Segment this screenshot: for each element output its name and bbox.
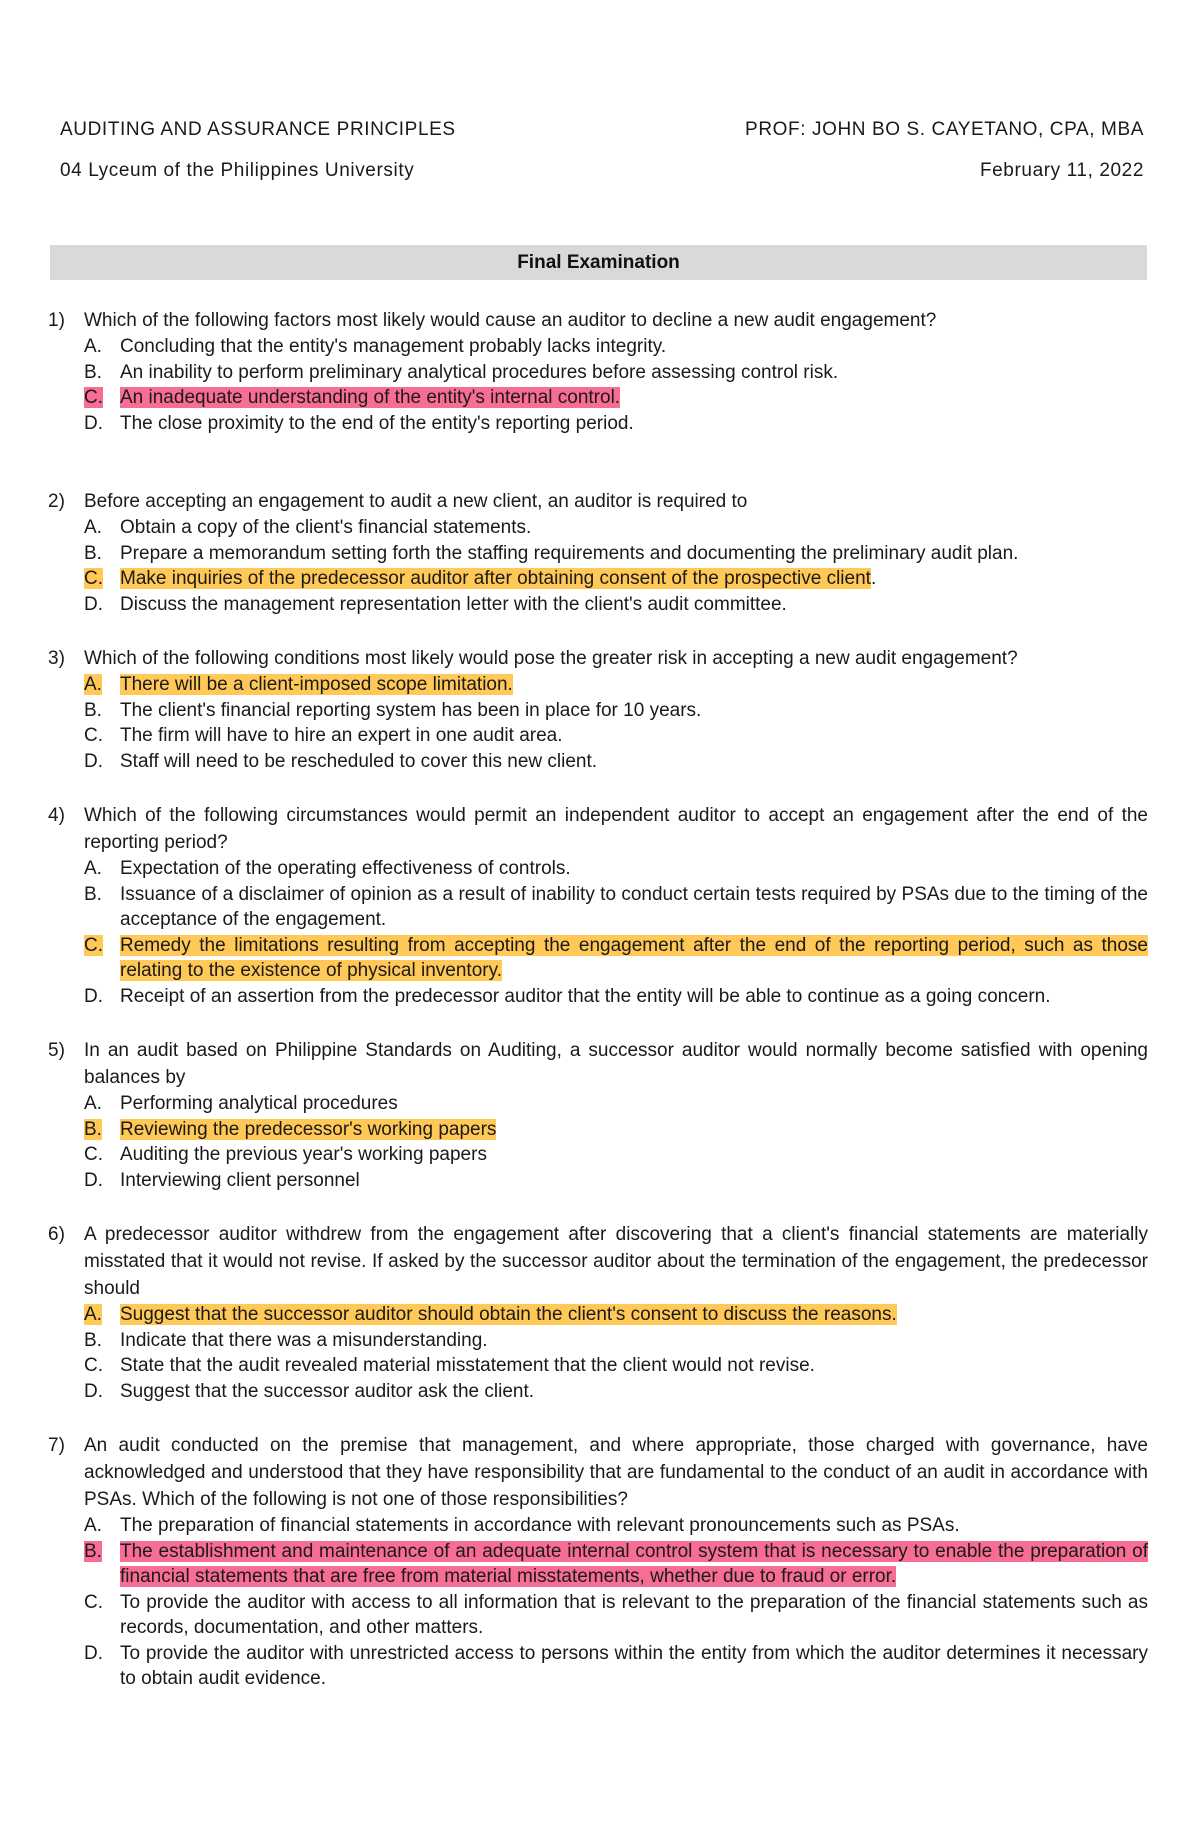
choice-b (48, 1328, 1148, 1354)
choice-text: The firm will have to hire an expert in one audit area. (120, 725, 563, 746)
choice-letter: D. (84, 985, 103, 1007)
choice-letter: D. (84, 1380, 103, 1402)
question-6 (48, 1221, 1148, 1404)
choice-letter: D. (84, 1169, 103, 1191)
choice-b (48, 698, 1148, 724)
question-number: 7) (48, 1435, 65, 1456)
choice-letter: D. (84, 593, 103, 615)
choice-letter: A. (84, 674, 102, 695)
choice-letter: C. (84, 934, 103, 956)
choice-text: Receipt of an assertion from the predecessor auditor that the entity will be able to continue as a going concern. (120, 985, 1051, 1007)
choice-text: Expectation of the operating effectiveness of controls. (120, 858, 571, 879)
choice-text: Suggest that the successor auditor should obtain the client's consent to discuss the reasons. (120, 1304, 897, 1325)
choice-letter: B. (84, 361, 102, 383)
choice-d (48, 1641, 1148, 1692)
choice-d (48, 984, 1148, 1010)
choice-b-highlighted-answer (48, 1539, 1148, 1590)
choice-b (48, 541, 1148, 567)
choice-letter: A. (84, 1304, 102, 1325)
question-4 (48, 802, 1148, 1009)
choice-c (48, 1590, 1148, 1641)
course-title: AUDITING AND ASSURANCE PRINCIPLES (60, 119, 456, 140)
question-2 (48, 488, 1148, 617)
question-text: Which of the following conditions most likely would pose the greater risk in accepting a new audit engagement? (84, 648, 1018, 669)
choice-d (48, 749, 1148, 775)
question-number: 3) (48, 648, 65, 669)
choice-letter: C. (84, 1355, 103, 1376)
choice-letter: A. (84, 858, 102, 879)
choice-c (48, 1142, 1148, 1168)
choice-text: Issuance of a disclaimer of opinion as a result of inability to conduct certain tests required by PSAs due to the timing of the acceptance of the engagement. (120, 883, 1148, 930)
choice-text: The establishment and maintenance of an adequate internal control system that is necessary to enable the preparation of financial statements that are free from material misstatements, whether due to fraud or error. (120, 1540, 1148, 1587)
choice-text: Prepare a memorandum setting forth the staffing requirements and documenting the preliminary audit plan. (120, 542, 1019, 564)
choice-letter: B. (84, 699, 102, 721)
choice-b-highlighted-answer (48, 1117, 1148, 1143)
choice-text: The client's financial reporting system has been in place for 10 years. (120, 699, 702, 721)
choice-text: Make inquiries of the predecessor auditor after obtaining consent of the prospective client (120, 568, 871, 589)
question-7 (48, 1432, 1148, 1692)
choice-text: An inadequate understanding of the entity's internal control. (120, 387, 621, 408)
choice-text: To provide the auditor with unrestricted access to persons within the entity from which the auditor determines it necessary to obtain audit evidence. (120, 1642, 1148, 1689)
choice-a-highlighted-answer (48, 672, 1148, 698)
choice-letter: A. (84, 336, 102, 357)
choice-text: Concluding that the entity's management probably lacks integrity. (120, 336, 667, 357)
choice-letter: A. (84, 1093, 102, 1114)
question-3 (48, 645, 1148, 774)
choice-letter: A. (84, 517, 102, 538)
choice-a (48, 1513, 1148, 1539)
question-number: 1) (48, 310, 65, 331)
choice-text: Performing analytical procedures (120, 1093, 398, 1114)
question-text: A predecessor auditor withdrew from the engagement after discovering that a client's financial statements are materially misstated that it would not revise. If asked by the successor auditor about the termination of the engagement, the predecessor should (84, 1224, 1148, 1299)
question-number: 5) (48, 1040, 65, 1061)
choice-letter: A. (84, 1515, 102, 1536)
choice-d (48, 1168, 1148, 1194)
choice-letter: C. (84, 387, 103, 408)
school-name: 04 Lyceum of the Philippines University (60, 160, 415, 181)
choice-d (48, 592, 1148, 618)
choice-a (48, 1091, 1148, 1117)
choice-c-highlighted-answer (48, 933, 1148, 984)
question-number: 2) (48, 491, 65, 512)
choice-letter: B. (84, 883, 102, 905)
choice-letter: D. (84, 1642, 103, 1664)
choice-c (48, 723, 1148, 749)
choice-text: Staff will need to be rescheduled to cover this new client. (120, 750, 598, 772)
choice-text: Discuss the management representation letter with the client's audit committee. (120, 593, 787, 615)
choice-text: Remedy the limitations resulting from accepting the engagement after the end of the reporting period, such as those relating to the existence of physical inventory. (120, 934, 1148, 981)
choice-suffix: . (870, 568, 877, 589)
choice-text: To provide the auditor with access to all information that is relevant to the preparation of the financial statements such as records, documentation, and other matters. (120, 1591, 1148, 1638)
choice-text: Auditing the previous year's working papers (120, 1144, 487, 1165)
choice-letter: D. (84, 412, 103, 434)
professor-name: PROF: JOHN BO S. CAYETANO, CPA, MBA (745, 119, 1144, 140)
question-5 (48, 1037, 1148, 1193)
choice-text: Indicate that there was a misunderstanding. (120, 1329, 488, 1351)
exam-title: Final Examination (50, 245, 1147, 280)
choice-a (48, 334, 1148, 360)
choice-letter: C. (84, 568, 103, 589)
choice-a (48, 515, 1148, 541)
exam-date: February 11, 2022 (979, 160, 1144, 181)
question-number: 4) (48, 805, 65, 826)
choice-d (48, 411, 1148, 437)
question-text: Which of the following factors most likely would cause an auditor to decline a new audit engagement? (84, 310, 937, 331)
question-number: 6) (48, 1224, 65, 1245)
choice-text: Interviewing client personnel (120, 1169, 360, 1191)
choice-letter: B. (84, 1118, 102, 1140)
choice-text: Obtain a copy of the client's financial statements. (120, 517, 532, 538)
choice-c-highlighted-answer (48, 385, 1148, 411)
choice-text: Reviewing the predecessor's working papers (120, 1118, 497, 1140)
choice-letter: B. (84, 1540, 102, 1562)
choice-text: The preparation of financial statements in accordance with relevant pronouncements such as PSAs. (120, 1515, 960, 1536)
choice-text: State that the audit revealed material misstatement that the client would not revise. (120, 1355, 815, 1376)
choice-letter: C. (84, 725, 103, 746)
question-text: In an audit based on Philippine Standards on Auditing, a successor auditor would normally become satisfied with opening balances by (84, 1040, 1148, 1088)
choice-c (48, 1353, 1148, 1379)
choice-text: The close proximity to the end of the entity's reporting period. (120, 412, 634, 434)
choice-letter: C. (84, 1591, 103, 1613)
choice-text: Suggest that the successor auditor ask the client. (120, 1380, 535, 1402)
choice-a-highlighted-answer (48, 1302, 1148, 1328)
question-text: Before accepting an engagement to audit a new client, an auditor is required to (84, 491, 748, 512)
choice-letter: C. (84, 1144, 103, 1165)
question-text: Which of the following circumstances would permit an independent auditor to accept an engagement after the end of the reporting period? (84, 805, 1148, 853)
choice-a (48, 856, 1148, 882)
question-text: An audit conducted on the premise that management, and where appropriate, those charged with governance, have acknowledged and understood that they have responsibility that are fundamental to the conduct of an audit in accordance with PSAs. Which of the following is not one of those responsibilities? (84, 1435, 1148, 1510)
choice-text: An inability to perform preliminary analytical procedures before assessing control risk. (120, 361, 839, 383)
question-1 (48, 307, 1148, 436)
question-list (48, 307, 1148, 1720)
choice-letter: D. (84, 750, 103, 772)
choice-c-highlighted-answer (48, 566, 1148, 592)
choice-d (48, 1379, 1148, 1405)
choice-letter: B. (84, 542, 102, 564)
choice-text: There will be a client-imposed scope limitation. (120, 674, 513, 695)
choice-b (48, 882, 1148, 933)
choice-letter: B. (84, 1329, 102, 1351)
choice-b (48, 360, 1148, 386)
